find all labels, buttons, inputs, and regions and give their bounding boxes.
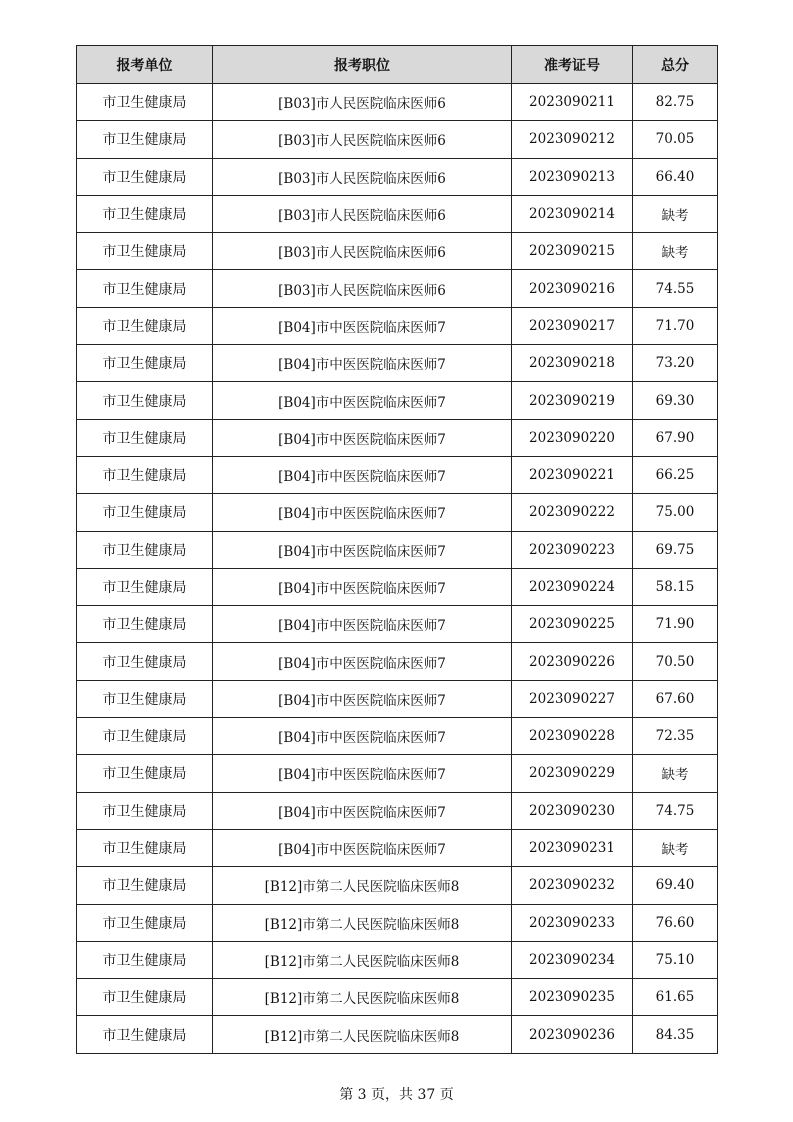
cell-total-score: 69.75 [633, 531, 718, 568]
header-exam-id: 准考证号 [512, 46, 633, 84]
table-row [77, 643, 718, 680]
cell-unit: 市卫生健康局 [77, 680, 213, 717]
cell-unit: 市卫生健康局 [77, 643, 213, 680]
cell-position: [B04]市中医医院临床医师7 [213, 419, 512, 456]
table-row [77, 233, 718, 270]
cell-position: [B12]市第二人民医院临床医师8 [213, 979, 512, 1016]
table-row [77, 345, 718, 382]
cell-position: [B04]市中医医院临床医师7 [213, 792, 512, 829]
cell-exam-id: 2023090230 [512, 792, 633, 829]
cell-total-score: 缺考 [633, 233, 718, 270]
cell-total-score: 61.65 [633, 979, 718, 1016]
cell-total-score: 70.50 [633, 643, 718, 680]
cell-exam-id: 2023090214 [512, 195, 633, 232]
table-row [77, 195, 718, 232]
cell-total-score: 73.20 [633, 345, 718, 382]
cell-exam-id: 2023090236 [512, 1016, 633, 1053]
cell-total-score: 82.75 [633, 84, 718, 121]
header-position: 报考职位 [213, 46, 512, 84]
table-row [77, 494, 718, 531]
cell-position: [B12]市第二人民医院临床医师8 [213, 904, 512, 941]
table-row [77, 270, 718, 307]
cell-unit: 市卫生健康局 [77, 382, 213, 419]
cell-unit: 市卫生健康局 [77, 270, 213, 307]
cell-position: [B03]市人民医院临床医师6 [213, 270, 512, 307]
cell-total-score: 69.30 [633, 382, 718, 419]
cell-position: [B04]市中医医院临床医师7 [213, 568, 512, 605]
cell-exam-id: 2023090232 [512, 867, 633, 904]
cell-exam-id: 2023090227 [512, 680, 633, 717]
cell-position: [B04]市中医医院临床医师7 [213, 531, 512, 568]
score-table [76, 45, 718, 1054]
cell-position: [B04]市中医医院临床医师7 [213, 382, 512, 419]
cell-unit: 市卫生健康局 [77, 979, 213, 1016]
table-row [77, 867, 718, 904]
cell-total-score: 76.60 [633, 904, 718, 941]
cell-total-score: 缺考 [633, 195, 718, 232]
cell-exam-id: 2023090215 [512, 233, 633, 270]
header-unit: 报考单位 [77, 46, 213, 84]
table-row [77, 979, 718, 1016]
table-row [77, 606, 718, 643]
header-total-score: 总分 [633, 46, 718, 84]
cell-position: [B04]市中医医院临床医师7 [213, 345, 512, 382]
cell-total-score: 74.75 [633, 792, 718, 829]
cell-total-score: 75.00 [633, 494, 718, 531]
table-row [77, 568, 718, 605]
cell-position: [B12]市第二人民医院临床医师8 [213, 1016, 512, 1053]
cell-unit: 市卫生健康局 [77, 606, 213, 643]
cell-total-score: 84.35 [633, 1016, 718, 1053]
cell-position: [B03]市人民医院临床医师6 [213, 158, 512, 195]
cell-unit: 市卫生健康局 [77, 195, 213, 232]
cell-unit: 市卫生健康局 [77, 755, 213, 792]
cell-unit: 市卫生健康局 [77, 941, 213, 978]
cell-unit: 市卫生健康局 [77, 1016, 213, 1053]
page-footer: 第 3 页，共 37 页 [339, 1087, 454, 1103]
cell-total-score: 67.60 [633, 680, 718, 717]
cell-total-score: 70.05 [633, 121, 718, 158]
cell-unit: 市卫生健康局 [77, 531, 213, 568]
table-row [77, 121, 718, 158]
cell-exam-id: 2023090233 [512, 904, 633, 941]
cell-exam-id: 2023090217 [512, 307, 633, 344]
cell-unit: 市卫生健康局 [77, 345, 213, 382]
cell-position: [B12]市第二人民医院临床医师8 [213, 941, 512, 978]
cell-unit: 市卫生健康局 [77, 307, 213, 344]
cell-exam-id: 2023090222 [512, 494, 633, 531]
cell-position: [B04]市中医医院临床医师7 [213, 718, 512, 755]
cell-exam-id: 2023090211 [512, 84, 633, 121]
score-table-container [76, 45, 717, 1054]
cell-exam-id: 2023090226 [512, 643, 633, 680]
cell-exam-id: 2023090225 [512, 606, 633, 643]
cell-position: [B04]市中医医院临床医师7 [213, 643, 512, 680]
table-row [77, 419, 718, 456]
cell-total-score: 71.90 [633, 606, 718, 643]
cell-exam-id: 2023090229 [512, 755, 633, 792]
cell-total-score: 67.90 [633, 419, 718, 456]
cell-position: [B04]市中医医院临床医师7 [213, 456, 512, 493]
cell-unit: 市卫生健康局 [77, 456, 213, 493]
cell-exam-id: 2023090228 [512, 718, 633, 755]
cell-position: [B04]市中医医院临床医师7 [213, 494, 512, 531]
cell-unit: 市卫生健康局 [77, 121, 213, 158]
cell-exam-id: 2023090219 [512, 382, 633, 419]
cell-exam-id: 2023090231 [512, 829, 633, 866]
cell-position: [B04]市中医医院临床医师7 [213, 829, 512, 866]
cell-total-score: 75.10 [633, 941, 718, 978]
cell-total-score: 66.25 [633, 456, 718, 493]
cell-unit: 市卫生健康局 [77, 904, 213, 941]
cell-unit: 市卫生健康局 [77, 718, 213, 755]
table-header-row [77, 46, 718, 84]
cell-exam-id: 2023090223 [512, 531, 633, 568]
cell-exam-id: 2023090218 [512, 345, 633, 382]
cell-exam-id: 2023090235 [512, 979, 633, 1016]
table-row [77, 829, 718, 866]
cell-unit: 市卫生健康局 [77, 829, 213, 866]
cell-position: [B03]市人民医院临床医师6 [213, 84, 512, 121]
table-row [77, 904, 718, 941]
cell-total-score: 74.55 [633, 270, 718, 307]
table-row [77, 158, 718, 195]
table-row [77, 382, 718, 419]
cell-unit: 市卫生健康局 [77, 419, 213, 456]
cell-position: [B04]市中医医院临床医师7 [213, 307, 512, 344]
table-row [77, 531, 718, 568]
cell-total-score: 缺考 [633, 755, 718, 792]
table-row [77, 680, 718, 717]
cell-exam-id: 2023090221 [512, 456, 633, 493]
cell-exam-id: 2023090212 [512, 121, 633, 158]
table-row [77, 792, 718, 829]
table-row [77, 1016, 718, 1053]
cell-position: [B04]市中医医院临床医师7 [213, 755, 512, 792]
cell-total-score: 缺考 [633, 829, 718, 866]
cell-position: [B12]市第二人民医院临床医师8 [213, 867, 512, 904]
table-row [77, 718, 718, 755]
cell-unit: 市卫生健康局 [77, 494, 213, 531]
cell-exam-id: 2023090234 [512, 941, 633, 978]
table-row [77, 755, 718, 792]
cell-exam-id: 2023090224 [512, 568, 633, 605]
table-row [77, 456, 718, 493]
cell-total-score: 72.35 [633, 718, 718, 755]
cell-position: [B04]市中医医院临床医师7 [213, 680, 512, 717]
cell-unit: 市卫生健康局 [77, 233, 213, 270]
table-row [77, 84, 718, 121]
cell-position: [B03]市人民医院临床医师6 [213, 233, 512, 270]
cell-position: [B04]市中医医院临床医师7 [213, 606, 512, 643]
cell-unit: 市卫生健康局 [77, 84, 213, 121]
cell-unit: 市卫生健康局 [77, 792, 213, 829]
cell-total-score: 66.40 [633, 158, 718, 195]
table-row [77, 307, 718, 344]
cell-total-score: 58.15 [633, 568, 718, 605]
cell-position: [B03]市人民医院临床医师6 [213, 195, 512, 232]
cell-unit: 市卫生健康局 [77, 158, 213, 195]
cell-total-score: 71.70 [633, 307, 718, 344]
cell-unit: 市卫生健康局 [77, 867, 213, 904]
cell-exam-id: 2023090213 [512, 158, 633, 195]
cell-total-score: 69.40 [633, 867, 718, 904]
cell-exam-id: 2023090216 [512, 270, 633, 307]
cell-position: [B03]市人民医院临床医师6 [213, 121, 512, 158]
cell-unit: 市卫生健康局 [77, 568, 213, 605]
table-row [77, 941, 718, 978]
cell-exam-id: 2023090220 [512, 419, 633, 456]
